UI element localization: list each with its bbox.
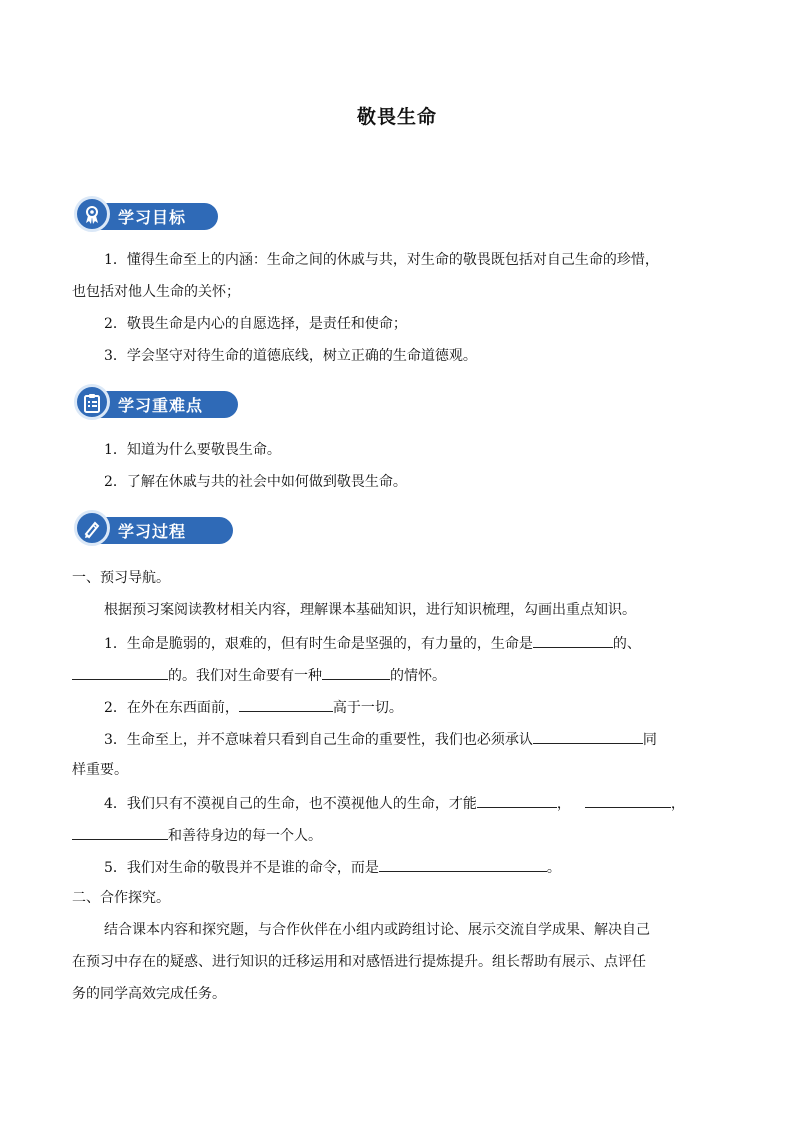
- question-1-blank-1[interactable]: [533, 632, 613, 648]
- section-banner-process: [74, 510, 234, 548]
- question-2-text-b: 高于一切。: [332, 700, 403, 716]
- question-1-line-2: [72, 664, 446, 686]
- question-1-line-1: [104, 632, 641, 654]
- part-1-intro: 根据预习案阅读教材相关内容，理解课本基础知识，进行知识梳理，勾画出重点知识。: [104, 602, 636, 618]
- part-2-text-line-1: 结合课本内容和探究题，与合作伙伴在小组内或跨组讨论、展示交流自学成果、解决自己: [104, 922, 650, 938]
- question-3-text-a: 3．生命至上，并不意味着只看到自己生命的重要性，我们也必须承认: [104, 732, 533, 748]
- question-4-text-d: 和善待身边的每一个人。: [168, 828, 322, 844]
- goal-item-3: 3．学会坚守对待生命的道德底线，树立正确的生命道德观。: [104, 348, 477, 364]
- question-4-blank-2[interactable]: [585, 792, 671, 808]
- question-4-text-b: ，: [556, 796, 571, 812]
- question-1-blank-2[interactable]: [72, 664, 168, 680]
- question-4-blank-1[interactable]: [477, 792, 557, 808]
- question-5-text-b: 。: [546, 860, 561, 876]
- question-1-text-b: 的、: [612, 636, 641, 652]
- section-label-goals: 学习目标: [118, 208, 187, 227]
- keypoint-item-2: 2．了解在休戚与共的社会中如何做到敬畏生命。: [104, 474, 407, 490]
- section-label-process: 学习过程: [118, 522, 187, 541]
- part-2-heading: 二、合作探究。: [72, 890, 170, 906]
- part-1-heading: 一、预习导航。: [72, 570, 170, 586]
- question-1-text-c: 的。我们对生命要有一种: [168, 668, 322, 684]
- question-1-blank-3[interactable]: [322, 664, 390, 680]
- question-1-text-d: 的情怀。: [390, 668, 446, 684]
- question-4-text-a: 4．我们只有不漠视自己的生命，也不漠视他人的生命，才能: [104, 796, 477, 812]
- question-2: [104, 696, 403, 718]
- question-2-blank[interactable]: [239, 696, 333, 712]
- clipboard-checklist-icon: [74, 384, 110, 420]
- section-banner-goals: [74, 196, 219, 234]
- award-ribbon-icon: [74, 196, 110, 232]
- pencil-edit-icon: [74, 510, 110, 546]
- question-4-blank-3[interactable]: [72, 824, 168, 840]
- section-banner-keypoints: [74, 384, 239, 422]
- question-3-blank[interactable]: [533, 728, 643, 744]
- question-4-line-1: [104, 792, 685, 814]
- question-2-text-a: 2．在外在东西面前，: [104, 700, 239, 716]
- part-2-text-line-3: 务的同学高效完成任务。: [72, 986, 226, 1002]
- question-4-line-2: [72, 824, 322, 846]
- keypoint-item-1: 1．知道为什么要敬畏生命。: [104, 442, 281, 458]
- question-5-text-a: 5．我们对生命的敬畏并不是谁的命令，而是: [104, 860, 379, 876]
- question-3-line-1: [104, 728, 657, 750]
- section-label-keypoints: 学习重难点: [118, 396, 204, 415]
- question-5-blank[interactable]: [379, 856, 547, 872]
- question-1-text-a: 1．生命是脆弱的，艰难的，但有时生命是坚强的，有力量的，生命是: [104, 636, 533, 652]
- question-5: [104, 856, 561, 878]
- question-3-text-b: 同: [642, 732, 657, 748]
- goal-item-1-line-1: 1．懂得生命至上的内涵：生命之间的休戚与共，对生命的敬畏既包括对自己生命的珍惜，: [104, 252, 659, 268]
- goal-item-2: 2．敬畏生命是内心的自愿选择，是责任和使命；: [104, 316, 407, 332]
- part-2-text-line-2: 在预习中存在的疑惑、进行知识的迁移运用和对感悟进行提炼提升。组长帮助有展示、点评任: [72, 954, 646, 970]
- question-3-line-2: 样重要。: [72, 762, 128, 778]
- page-title: 敬畏生命: [356, 106, 437, 128]
- goal-item-1-line-2: 也包括对他人生命的关怀；: [72, 284, 240, 300]
- question-4-text-c: ，: [670, 796, 685, 812]
